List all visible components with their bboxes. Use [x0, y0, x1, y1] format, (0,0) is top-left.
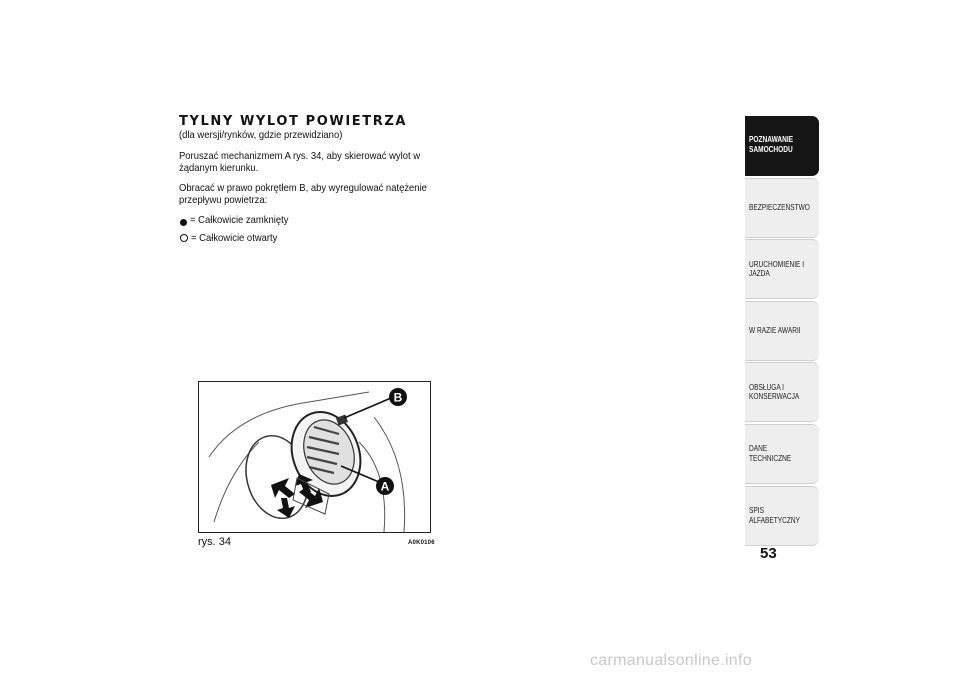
legend-closed-text: = Całkowicie zamknięty — [190, 214, 289, 226]
watermark: carmanualsonline.info — [590, 652, 752, 669]
air-vent-illustration — [199, 382, 430, 532]
tab-dane-techniczne[interactable] — [745, 424, 819, 484]
figure-code: A0K0106 — [408, 540, 435, 546]
section-title: TYLNY WYLOT POWIETRZA — [179, 114, 408, 129]
label-b: B — [393, 390, 403, 405]
label-a: A — [380, 479, 390, 494]
filled-circle-icon — [180, 219, 187, 226]
tab-poznawanie-samochodu[interactable] — [745, 116, 819, 176]
page-number: 53 — [760, 545, 777, 562]
open-circle-icon — [180, 234, 188, 242]
tab-label: OBSŁUGA I KONSERWACJA — [749, 382, 800, 402]
legend-open — [179, 232, 479, 244]
legend-closed — [179, 214, 479, 226]
tab-spis-alfabetyczny[interactable] — [745, 486, 819, 546]
tab-uruchomienie-i-jazda[interactable] — [745, 239, 819, 299]
tab-bezpieczenstwo[interactable] — [745, 178, 819, 238]
air-vent-figure — [198, 381, 431, 533]
tab-label: SPIS ALFABETYCZNY — [749, 506, 801, 525]
section-subtitle: (dla wersji/rynków, gdzie przewidziano) — [179, 129, 343, 141]
instruction-paragraph-1: Poruszać mechanizmem A rys. 34, aby skierować wylot w żądanym kierunku. — [179, 150, 421, 174]
tab-label: URUCHOMIENIE I JAZDA — [749, 259, 805, 279]
tab-label: W RAZIE AWARII — [749, 326, 801, 336]
instruction-paragraph-2: Obracać w prawo pokrętłem B, aby wyregulować natężenie przepływu powietrza: — [179, 182, 427, 206]
tab-label: POZNAWANIE SAMOCHODU — [749, 135, 794, 154]
tab-w-razie-awarii[interactable] — [745, 301, 819, 361]
tab-label: DANE TECHNICZNE — [749, 444, 792, 463]
manual-section — [179, 114, 479, 250]
chapter-tabs — [745, 116, 819, 547]
figure-caption: rys. 34 — [198, 536, 232, 548]
tab-obsluga-i-konserwacja[interactable] — [745, 362, 819, 422]
tab-label: BEZPIECZEŃSTWO — [749, 202, 810, 212]
legend-open-text: = Całkowicie otwarty — [191, 232, 278, 244]
